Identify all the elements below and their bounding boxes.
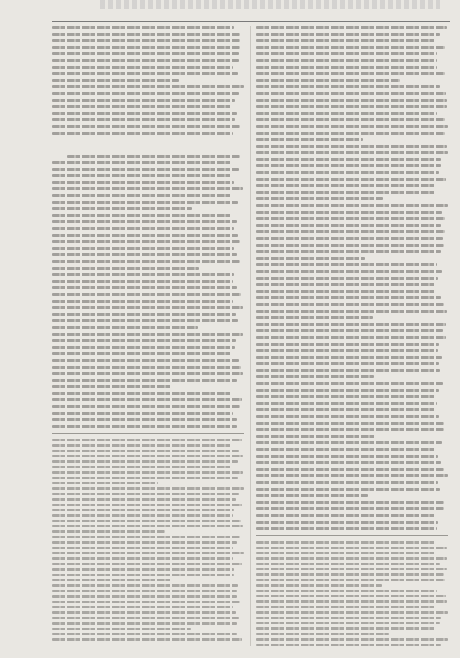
text-line	[256, 79, 400, 82]
text-line	[256, 85, 440, 88]
text-line	[256, 611, 448, 613]
text-line	[256, 250, 441, 253]
text-line	[52, 227, 234, 230]
text-line	[256, 204, 448, 207]
text-line	[52, 280, 233, 283]
text-line	[52, 579, 171, 581]
text-line	[52, 132, 233, 135]
text-line	[256, 395, 436, 398]
text-line	[52, 112, 237, 115]
text-line	[52, 33, 240, 36]
text-line	[52, 319, 238, 322]
text-line	[256, 507, 444, 510]
text-line	[256, 257, 365, 260]
text-line	[52, 352, 231, 355]
text-line	[256, 296, 441, 299]
text-line	[256, 178, 446, 181]
text-line	[52, 617, 239, 619]
text-line	[52, 39, 240, 42]
text-line	[52, 385, 172, 388]
text-line	[52, 105, 231, 108]
text-line	[52, 487, 244, 489]
text-line	[52, 187, 243, 190]
footnote-rule-right	[256, 535, 448, 536]
text-line	[52, 444, 231, 446]
footnote-rule	[52, 433, 244, 434]
text-line	[256, 310, 447, 313]
text-line	[256, 501, 444, 504]
text-line	[52, 514, 233, 516]
text-line	[256, 151, 448, 154]
text-line	[256, 633, 389, 635]
text-line	[256, 481, 438, 484]
text-line	[256, 521, 438, 524]
text-line	[256, 263, 437, 266]
text-line	[52, 425, 237, 428]
text-line	[52, 595, 237, 597]
text-line	[256, 541, 435, 543]
text-line	[256, 422, 444, 425]
text-line	[256, 343, 439, 346]
text-line	[256, 474, 448, 477]
text-line	[256, 563, 440, 565]
text-line	[52, 181, 234, 184]
text-line	[256, 595, 446, 597]
text-line	[256, 382, 443, 385]
text-line	[256, 138, 363, 141]
column-divider	[250, 26, 251, 646]
text-line	[52, 392, 231, 395]
text-line	[52, 26, 234, 29]
text-line	[256, 323, 446, 326]
text-line	[52, 547, 233, 549]
text-line	[52, 220, 237, 223]
text-line	[256, 59, 437, 62]
text-line	[256, 66, 437, 69]
right-column	[256, 26, 448, 646]
text-line	[52, 611, 236, 613]
text-line	[256, 573, 444, 575]
right-column-footnotes	[256, 541, 448, 646]
text-line	[52, 240, 240, 243]
text-line	[256, 362, 439, 365]
text-line	[52, 247, 234, 250]
text-line	[256, 448, 436, 451]
text-line	[256, 408, 435, 411]
text-line	[256, 547, 447, 549]
text-line	[256, 627, 436, 629]
text-line	[52, 541, 237, 543]
text-line	[52, 174, 232, 177]
text-line	[52, 267, 199, 270]
text-line	[52, 471, 243, 473]
text-line	[52, 293, 241, 296]
text-line	[256, 211, 442, 214]
text-line	[52, 214, 232, 217]
text-line	[52, 405, 240, 408]
text-line	[256, 26, 447, 29]
text-line	[52, 72, 238, 75]
text-line	[256, 105, 447, 108]
text-line	[256, 468, 444, 471]
text-line	[52, 286, 237, 289]
text-line	[256, 349, 438, 352]
text-line	[256, 435, 376, 438]
text-line	[256, 316, 373, 319]
text-line	[52, 333, 243, 336]
text-line	[52, 439, 242, 441]
text-line	[256, 579, 445, 581]
text-line	[52, 563, 242, 565]
text-line	[256, 600, 447, 602]
text-line	[52, 418, 237, 421]
text-line	[256, 389, 439, 392]
text-line	[256, 244, 444, 247]
text-line	[52, 460, 238, 462]
text-line	[256, 638, 448, 640]
text-line	[52, 85, 244, 88]
text-line	[52, 372, 243, 375]
text-line	[52, 207, 192, 210]
text-line	[52, 606, 233, 608]
text-line	[256, 329, 443, 332]
text-line	[256, 336, 446, 339]
text-line	[256, 33, 440, 36]
text-line	[256, 369, 440, 372]
text-line	[52, 509, 234, 511]
text-line	[256, 224, 441, 227]
text-line	[52, 536, 240, 538]
text-line	[256, 145, 447, 148]
text-line	[52, 359, 239, 362]
text-line	[52, 339, 236, 342]
text-line	[52, 346, 235, 349]
text-line	[256, 402, 437, 405]
text-line	[256, 230, 445, 233]
text-line	[52, 59, 239, 62]
text-line	[256, 132, 445, 135]
text-line	[256, 99, 447, 102]
text-line	[52, 525, 243, 527]
text-line	[67, 155, 240, 158]
text-line	[52, 455, 243, 457]
text-line	[52, 584, 238, 586]
text-line	[256, 118, 445, 121]
library-stamp	[100, 0, 440, 9]
text-line	[52, 590, 237, 592]
text-line	[52, 366, 241, 369]
right-column-text-top	[256, 26, 448, 530]
text-line	[256, 552, 435, 554]
text-line	[256, 441, 442, 444]
text-line	[256, 125, 448, 128]
text-line	[256, 217, 445, 220]
text-line	[52, 482, 158, 484]
text-line	[52, 125, 240, 128]
text-line	[256, 277, 438, 280]
text-line	[256, 46, 445, 49]
text-line	[256, 415, 439, 418]
text-line	[52, 412, 233, 415]
text-line	[256, 494, 368, 497]
text-line	[52, 450, 239, 452]
text-line	[256, 617, 441, 619]
text-line	[52, 201, 238, 204]
text-line	[256, 644, 441, 646]
text-line	[256, 356, 442, 359]
text-line	[52, 493, 239, 495]
text-line	[52, 194, 232, 197]
text-line	[256, 283, 435, 286]
text-line	[52, 326, 198, 329]
section-heading	[52, 141, 244, 150]
text-line	[256, 455, 438, 458]
text-line	[256, 584, 382, 586]
text-line	[256, 428, 444, 431]
text-line	[52, 520, 241, 522]
text-line	[256, 184, 436, 187]
text-line	[52, 79, 179, 82]
running-head	[60, 9, 400, 19]
text-line	[52, 306, 243, 309]
text-line	[256, 171, 439, 174]
text-line	[256, 622, 440, 624]
text-line	[52, 574, 234, 576]
text-line	[256, 590, 437, 592]
text-line	[52, 273, 234, 276]
text-line	[256, 112, 437, 115]
text-line	[52, 168, 239, 171]
text-line	[256, 52, 437, 55]
text-line	[52, 638, 242, 640]
text-line	[256, 39, 436, 42]
text-line	[52, 622, 237, 624]
text-line	[52, 300, 233, 303]
text-line	[52, 118, 235, 121]
text-line	[256, 514, 436, 517]
text-line	[52, 260, 240, 263]
text-line	[256, 568, 447, 570]
text-line	[256, 197, 383, 200]
text-line	[52, 52, 239, 55]
text-line	[52, 234, 238, 237]
text-line	[256, 270, 442, 273]
text-line	[52, 161, 232, 164]
text-line	[256, 557, 447, 559]
left-column-footnotes	[52, 439, 244, 641]
text-line	[256, 158, 441, 161]
text-line	[52, 46, 240, 49]
text-line	[52, 379, 237, 382]
text-line	[256, 527, 437, 530]
text-line	[52, 253, 237, 256]
text-line	[256, 92, 446, 95]
text-line	[256, 461, 441, 464]
text-line	[52, 552, 244, 554]
text-line	[256, 375, 374, 378]
text-line	[256, 303, 444, 306]
text-line	[256, 72, 445, 75]
text-line	[52, 66, 233, 69]
text-line	[52, 557, 233, 559]
left-column-text-top	[52, 26, 244, 135]
text-line	[256, 237, 443, 240]
text-line	[52, 92, 239, 95]
text-line	[256, 191, 435, 194]
text-line	[52, 633, 237, 635]
text-line	[52, 530, 165, 532]
text-line	[52, 601, 240, 603]
left-column	[52, 26, 244, 646]
text-line	[52, 477, 238, 479]
text-line	[52, 398, 242, 401]
page-number	[420, 9, 450, 19]
text-line	[52, 313, 236, 316]
text-line	[52, 498, 236, 500]
text-line	[52, 466, 231, 468]
text-line	[52, 504, 242, 506]
text-line	[256, 488, 440, 491]
text-line	[52, 628, 191, 630]
text-line	[256, 290, 436, 293]
text-line	[256, 164, 441, 167]
text-line	[52, 568, 234, 570]
text-line	[52, 99, 235, 102]
text-line	[256, 606, 435, 608]
left-column-text-middle	[52, 155, 244, 428]
